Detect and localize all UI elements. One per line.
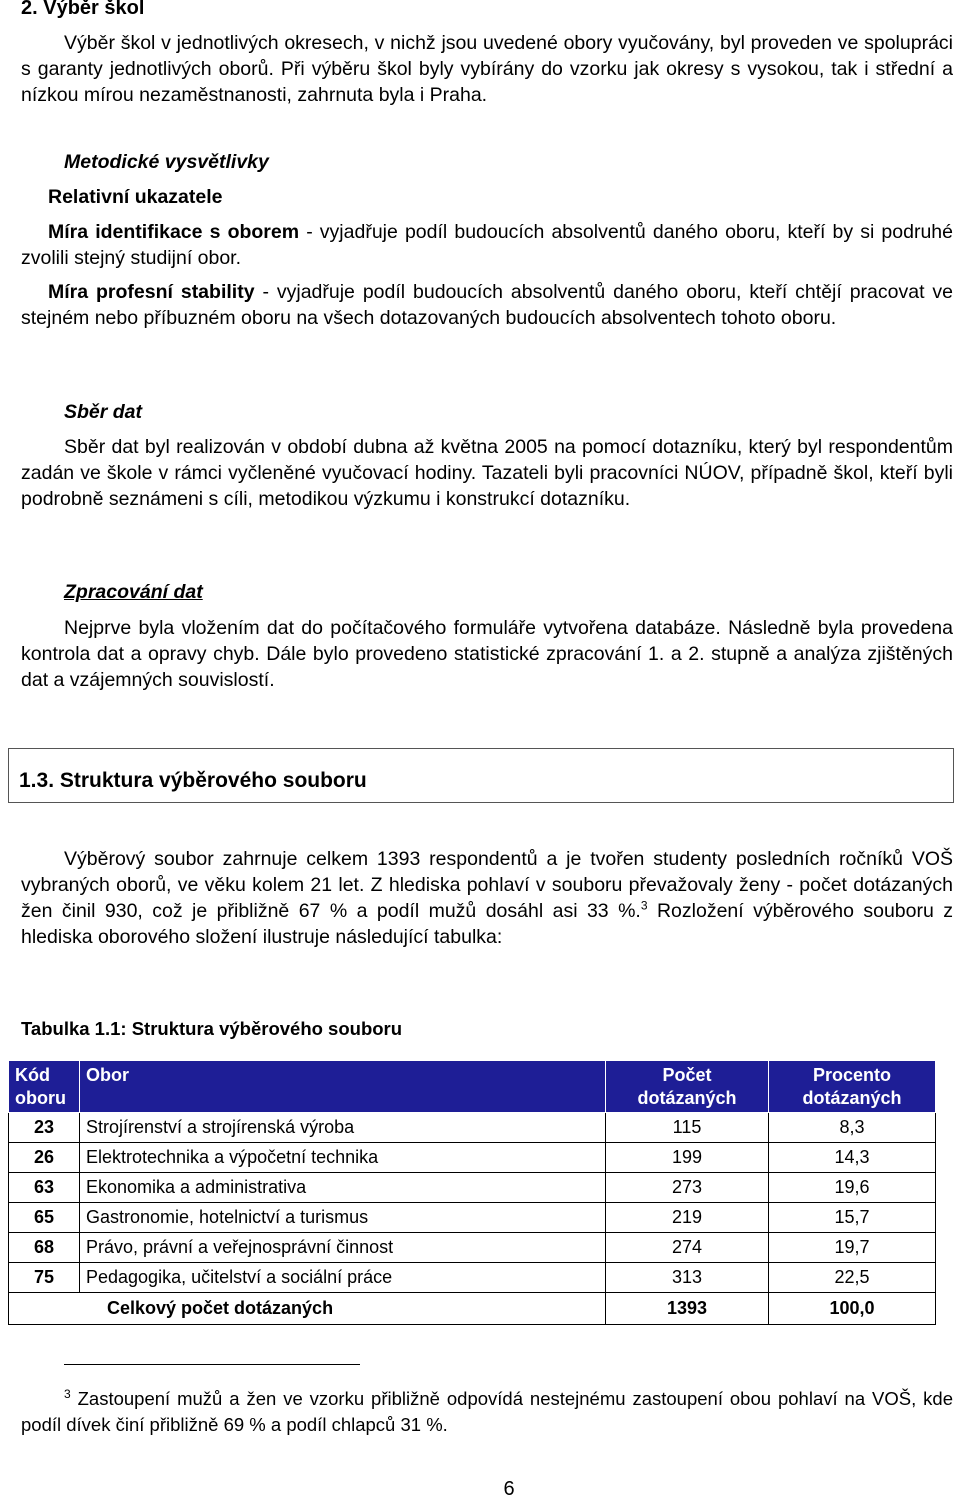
row-count: 273 — [606, 1173, 769, 1203]
table-header-row — [9, 1061, 936, 1113]
table-row — [9, 1173, 936, 1203]
definition-stability — [21, 279, 953, 331]
row-code: 68 — [9, 1233, 80, 1263]
header-count: Počet dotázaných — [606, 1061, 769, 1113]
section-2-paragraph: Výběr škol v jednotlivých okresech, v nichž jsou uvedené obory vyučovány, byl proveden ve spolupráci s garanty jednotlivých oborů. Při výběru škol byly vybírány do vzorku jak okresy s vysokou, tak i střední a nízkou mírou nezaměstnanosti, zahrnuta byla i Praha. — [21, 32, 953, 106]
row-count: 274 — [606, 1233, 769, 1263]
total-label: Celkový počet dotázaných — [9, 1293, 606, 1325]
data-processing-paragraph: Nejprve byla vložením dat do počítačového formuláře vytvořena databáze. Následně byla provedena kontrola dat a opravy chyb. Dále bylo provedeno statistické zpracování 1. a 2. stupně a analýza zjištěných dat a vzájemných souvislostí. — [21, 617, 953, 691]
row-count: 199 — [606, 1143, 769, 1173]
footnote-text: Zastoupení mužů a žen ve vzorku přibližně odpovídá nestejnému zastoupení obou pohlaví na VOŠ, kde podíl dívek činí přibližně 69 % a podíl chlapců 31 %. — [21, 1388, 953, 1435]
row-percent: 8,3 — [769, 1113, 936, 1143]
row-code: 23 — [9, 1113, 80, 1143]
footnote-reference[interactable]: 3 — [640, 898, 648, 913]
table-row — [9, 1263, 936, 1293]
row-field: Ekonomika a administrativa — [80, 1173, 606, 1203]
row-code: 65 — [9, 1203, 80, 1233]
footnote — [21, 1386, 953, 1438]
table-row — [9, 1143, 936, 1173]
row-field: Elektrotechnika a výpočetní technika — [80, 1143, 606, 1173]
section-2-title: 2. Výběr škol — [21, 0, 145, 19]
row-code: 63 — [9, 1173, 80, 1203]
term-stability: Míra profesní stability — [48, 281, 255, 303]
data-collection-title: Sběr dat — [64, 401, 143, 423]
total-count: 1393 — [606, 1293, 769, 1325]
row-percent: 22,5 — [769, 1263, 936, 1293]
row-code: 75 — [9, 1263, 80, 1293]
data-collection-paragraph: Sběr dat byl realizován v období dubna až května 2005 na pomocí dotazníku, který byl respondentům zadán ve škole v rámci vyčleněné vyučovací hodiny. Tazateli byli pracovníci NÚOV, případně škol, kteří byli podrobně seznámeni s cíli, metodikou výzkumu i konstrukcí dotazníku. — [21, 436, 953, 510]
definition-identification — [21, 219, 953, 271]
relative-indicators-subtitle: Relativní ukazatele — [48, 186, 223, 208]
table-caption: Tabulka 1.1: Struktura výběrového souboru — [21, 1018, 403, 1039]
row-code: 26 — [9, 1143, 80, 1173]
row-count: 313 — [606, 1263, 769, 1293]
header-field: Obor — [80, 1061, 606, 1113]
page-number: 6 — [503, 1478, 515, 1500]
row-field: Právo, právní a veřejnosprávní činnost — [80, 1233, 606, 1263]
row-percent: 19,7 — [769, 1233, 936, 1263]
header-percent: Procento dotázaných — [769, 1061, 936, 1113]
header-code: Kód oboru — [9, 1061, 80, 1113]
section-1-3-title: 1.3. Struktura výběrového souboru — [19, 769, 367, 792]
row-field: Strojírenství a strojírenská výroba — [80, 1113, 606, 1143]
data-processing-title: Zpracování dat — [64, 581, 203, 603]
row-percent: 19,6 — [769, 1173, 936, 1203]
row-percent: 15,7 — [769, 1203, 936, 1233]
row-percent: 14,3 — [769, 1143, 936, 1173]
row-count: 219 — [606, 1203, 769, 1233]
table-row — [9, 1113, 936, 1143]
row-field: Pedagogika, učitelství a sociální práce — [80, 1263, 606, 1293]
row-count: 115 — [606, 1113, 769, 1143]
sample-structure-table — [8, 1060, 936, 1325]
total-percent: 100,0 — [769, 1293, 936, 1325]
sample-structure-text-a: Výběrový soubor zahrnuje celkem 1393 respondentů a je tvořen studenty posledních ročníků VOŠ vybraných oborů, ve věku kolem 21 let. Z hlediska pohlaví v souboru převažovaly ženy - počet dotázaných žen činil 930, což je přibližně 67 % a podíl mužů dosáhl asi 33 %. — [21, 848, 953, 922]
row-field: Gastronomie, hotelnictví a turismus — [80, 1203, 606, 1233]
section-1-3-heading-box — [8, 748, 954, 803]
table-row — [9, 1233, 936, 1263]
term-identification: Míra identifikace s oborem — [48, 221, 300, 243]
definition-identification-text: - vyjadřuje podíl budoucích absolventů daného oboru, kteří by si podruhé zvolili stejný studijní obor. — [21, 221, 953, 269]
footnote-mark: 3 — [64, 1386, 71, 1401]
sample-structure-paragraph — [21, 846, 953, 950]
definition-stability-text: - vyjadřuje podíl budoucích absolventů daného oboru, kteří chtějí pracovat ve stejném nebo příbuzném oboru na všech dotazovaných budoucích absolventech tohoto oboru. — [21, 281, 954, 329]
table-total-row — [9, 1293, 936, 1325]
methodology-title: Metodické vysvětlivky — [64, 151, 269, 173]
table-row — [9, 1203, 936, 1233]
footnote-separator — [64, 1364, 360, 1365]
sample-structure-text-b: Rozložení výběrového souboru z hlediska oborového složení ilustruje následující tabulka: — [21, 900, 953, 948]
